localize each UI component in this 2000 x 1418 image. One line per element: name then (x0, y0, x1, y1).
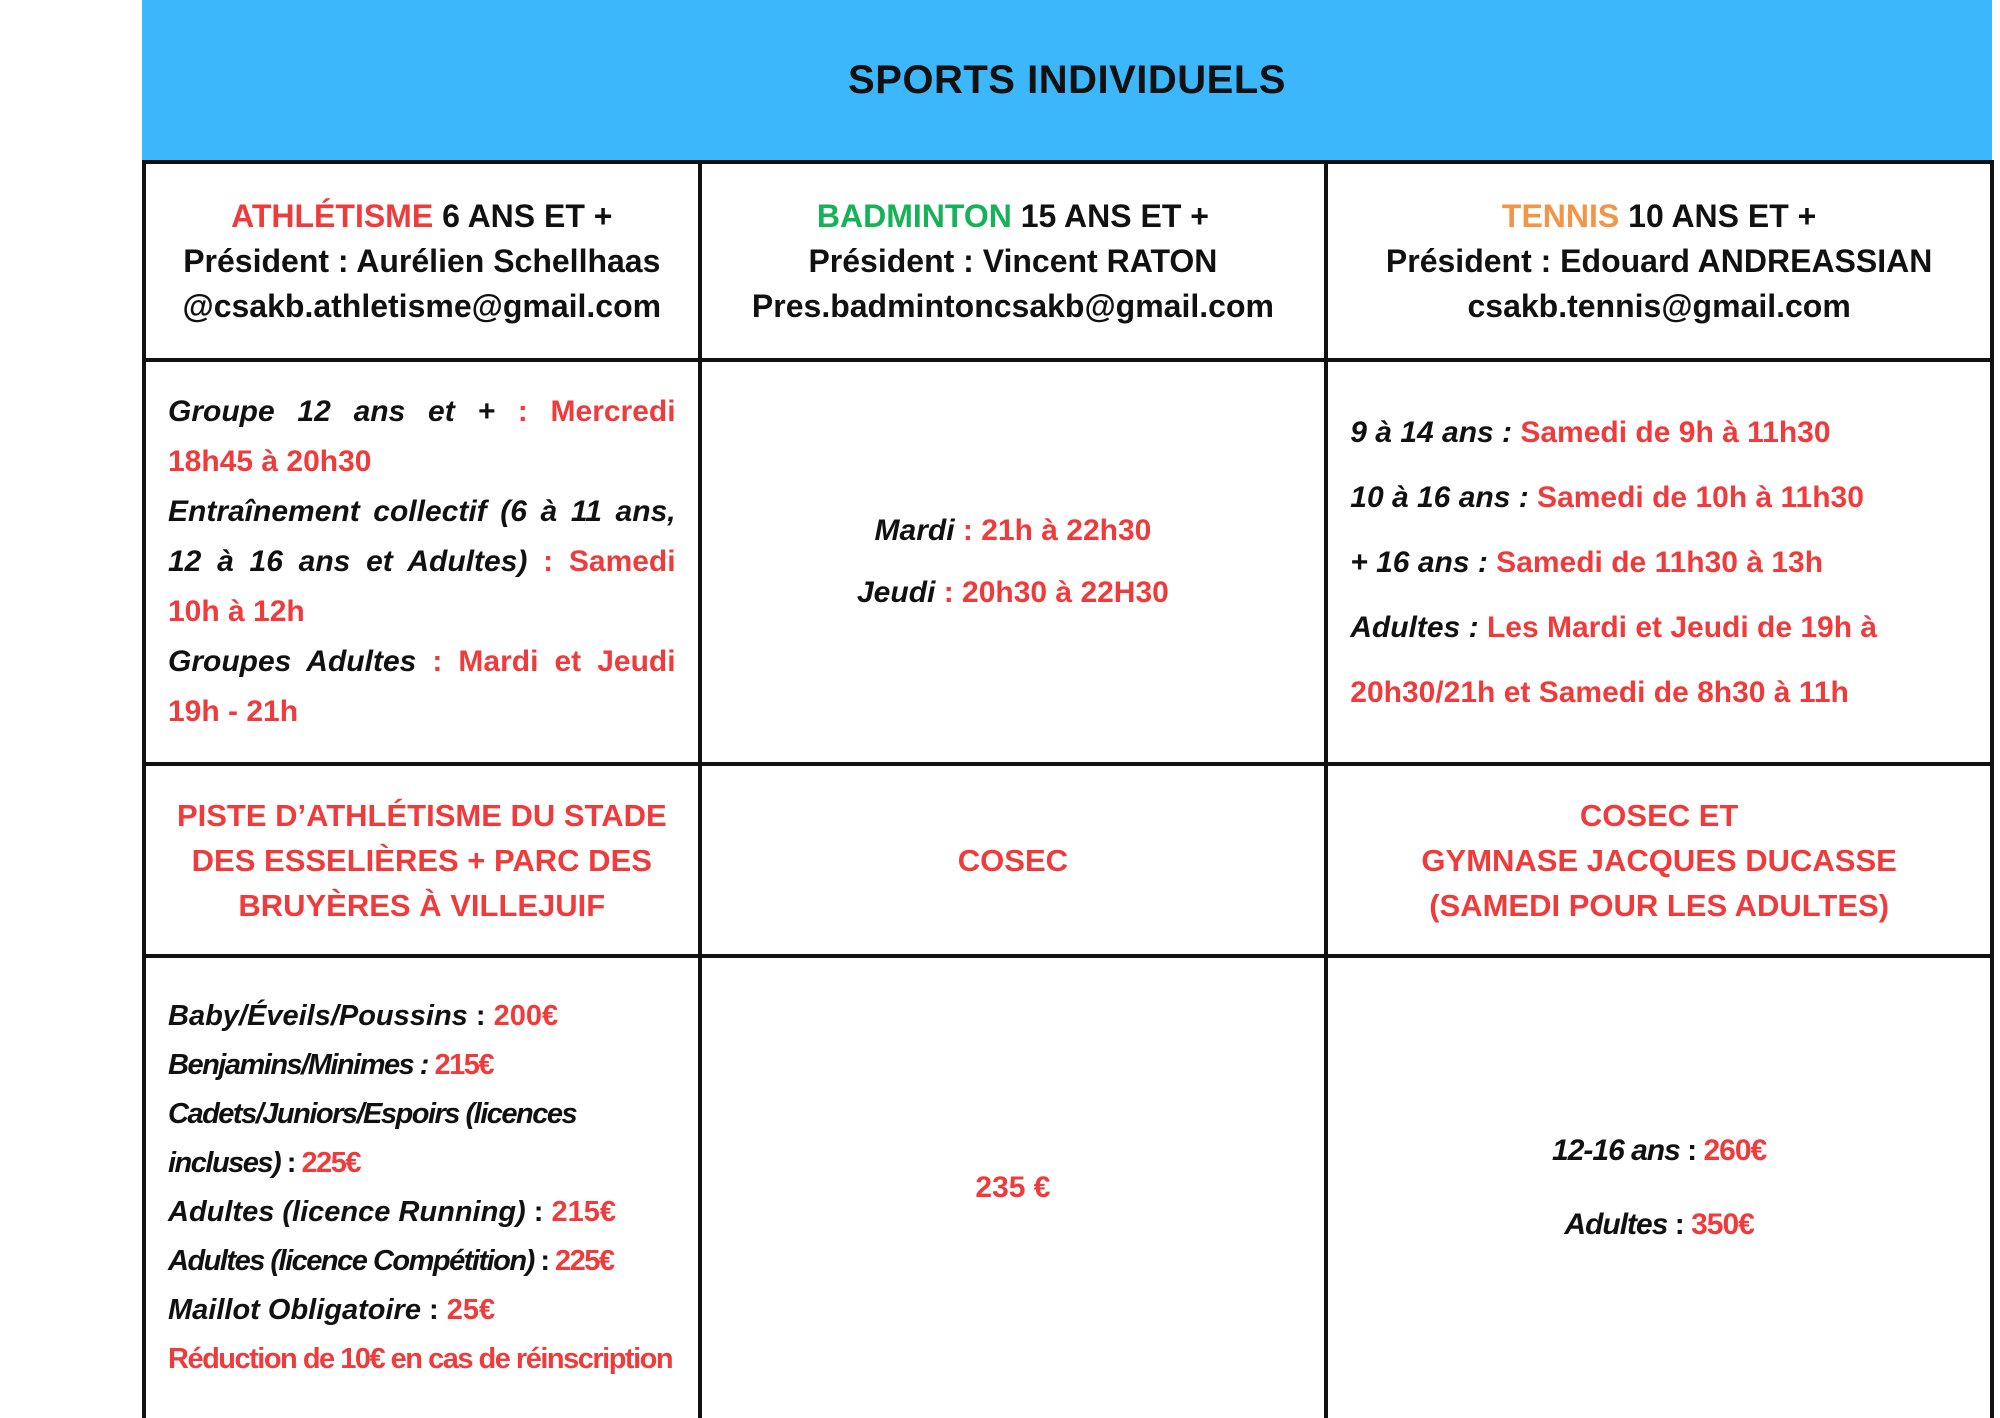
price-row (144, 956, 1992, 1418)
schedule-item: Groupes Adultes : Mardi et Jeudi 19h - 21h (168, 645, 676, 728)
athletisme-header (144, 162, 700, 360)
tennis-location: COSEC ET GYMNASE JACQUES DUCASSE (SAMEDI POUR LES ADULTES) (1326, 764, 1992, 956)
header-row (144, 162, 1992, 360)
badminton-header (700, 162, 1327, 360)
price-item: Adultes : 350€ (1564, 1208, 1754, 1241)
tennis-prices (1326, 956, 1992, 1418)
schedule-item: Entraînement collectif (6 à 11 ans, 12 à 16 ans et Adultes) : Samedi 10h à 12h (168, 495, 676, 628)
price-item: Cadets/Juniors/Espoirs (licences incluses) : 225€ (168, 1098, 577, 1179)
sport-name: ATHLÉTISME (231, 197, 434, 234)
tennis-header (1326, 162, 1992, 360)
price-item: Baby/Éveils/Poussins : 200€ (168, 1000, 559, 1032)
reinscription-note: Réduction de 10€ en cas de réinscription (168, 1343, 673, 1375)
athletisme-location: PISTE D’ATHLÉTISME DU STADE DES ESSELIÈRES + PARC DES BRUYÈRES À VILLEJUIF (144, 764, 700, 956)
price-item: Adultes (licence Running) : 215€ (168, 1196, 616, 1228)
location-row (144, 764, 1992, 956)
price-item: 12-16 ans : 260€ (1552, 1134, 1767, 1167)
tennis-schedule (1326, 360, 1992, 764)
schedule-item: + 16 ans : Samedi de 11h30 à 13h (1350, 545, 1824, 579)
athletisme-schedule (144, 360, 700, 764)
price-item: Adultes (licence Compétition) : 225€ (168, 1245, 614, 1277)
schedule-item: Adultes : Les Mardi et Jeudi de 19h à 20h30/21h et Samedi de 8h30 à 11h (1350, 610, 1878, 709)
schedule-item: Groupe 12 ans et + : Mercredi 18h45 à 20h30 (168, 395, 676, 478)
badminton-price: 235 € (700, 956, 1327, 1418)
age-range: 6 ANS ET + (433, 197, 613, 234)
schedule-item: Mardi : 21h à 22h30 (874, 514, 1152, 547)
president: Président : Edouard ANDREASSIAN (1385, 242, 1933, 279)
president: Président : Aurélien Schellhaas (183, 242, 661, 279)
schedule-item: Jeudi : 20h30 à 22H30 (857, 576, 1169, 609)
title-banner (142, 0, 1992, 160)
page-title: SPORTS INDIVIDUELS (848, 57, 1286, 102)
sports-table (142, 160, 1994, 1418)
schedule-row (144, 360, 1992, 764)
price-item: Benjamins/Minimes : 215€ (168, 1049, 494, 1081)
badminton-schedule (700, 360, 1327, 764)
athletisme-prices (144, 956, 700, 1418)
age-range: 15 ANS ET + (1011, 197, 1209, 234)
sport-name: BADMINTON (816, 197, 1012, 234)
badminton-location: COSEC (700, 764, 1327, 956)
email: Pres.badmintoncsakb@gmail.com (751, 287, 1274, 324)
president: Président : Vincent RATON (808, 242, 1218, 279)
schedule-item: 10 à 16 ans : Samedi de 10h à 11h30 (1350, 480, 1864, 514)
age-range: 10 ANS ET + (1619, 197, 1817, 234)
price-item: Maillot Obligatoire : 25€ (168, 1294, 496, 1326)
email: @csakb.athletisme@gmail.com (182, 287, 662, 324)
schedule-item: 9 à 14 ans : Samedi de 9h à 11h30 (1350, 415, 1831, 449)
sport-name: TENNIS (1501, 197, 1620, 234)
email: csakb.tennis@gmail.com (1467, 287, 1851, 324)
